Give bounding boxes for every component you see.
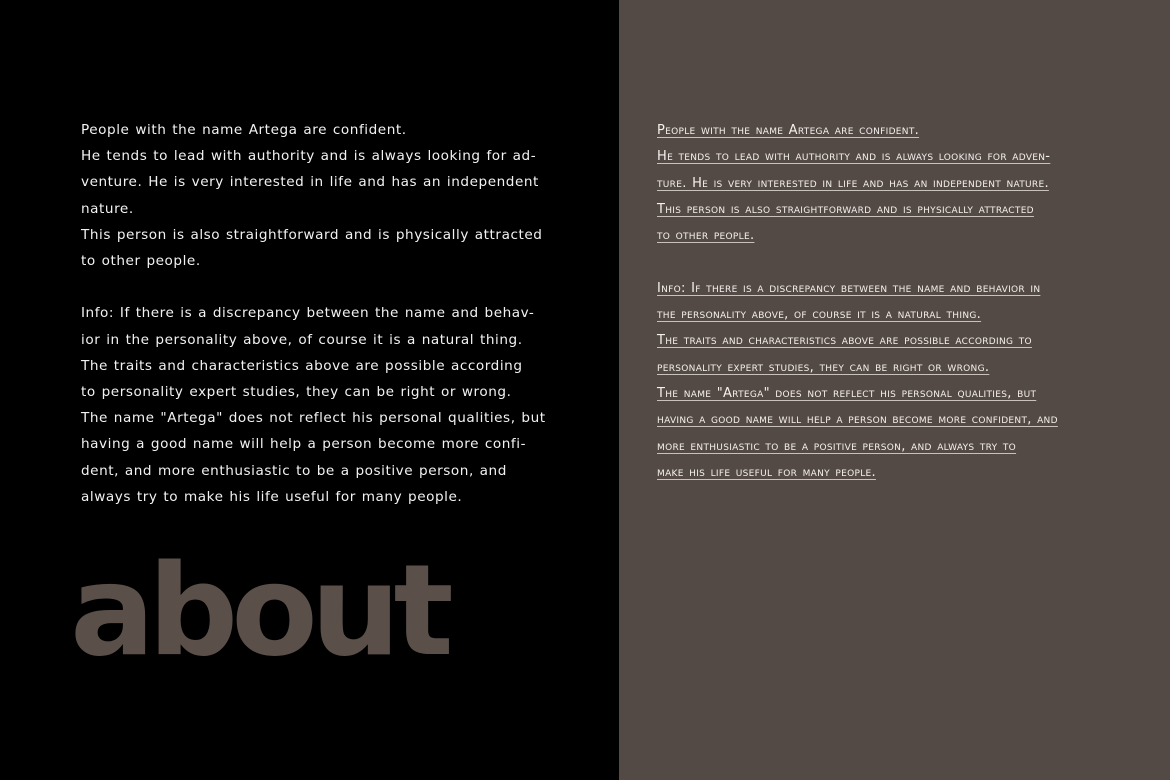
underlined-line: to other people. bbox=[657, 228, 755, 244]
left-p1-line: venture. He is very interested in life and has an independent bbox=[81, 174, 539, 191]
underlined-line: Info: If there is a discrepancy between the name and behavior in bbox=[657, 280, 1041, 296]
underlined-line: having a good name will help a person become more confident, and bbox=[657, 412, 1058, 428]
underlined-line: The traits and characteristics above are possible according to bbox=[657, 333, 1032, 349]
underlined-line: The name "Artega" does not reflect his personal qualities, but bbox=[657, 385, 1037, 401]
right-p2-line bbox=[657, 434, 1157, 460]
underlined-line: personality expert studies, they can be right or wrong. bbox=[657, 359, 990, 375]
right-panel bbox=[619, 0, 1170, 780]
left-p1-line: This person is also straightforward and is physically attracted bbox=[81, 226, 543, 243]
underlined-line: make his life useful for many people. bbox=[657, 464, 876, 480]
right-p2-line bbox=[657, 302, 1157, 328]
underlined-line: ture. He is very interested in life and has an independent nature. bbox=[657, 175, 1049, 191]
right-p2-line bbox=[657, 276, 1157, 302]
left-body-text bbox=[81, 117, 581, 510]
right-p1-line bbox=[657, 144, 1157, 170]
left-p2-line: to personality expert studies, they can be right or wrong. bbox=[81, 384, 512, 401]
underlined-line: This person is also straightforward and is physically attracted bbox=[657, 201, 1034, 217]
underlined-line: He tends to lead with authority and is always looking for adven- bbox=[657, 149, 1051, 165]
right-p2-line bbox=[657, 460, 1157, 486]
left-p1-line: nature. bbox=[81, 200, 134, 217]
left-p2-line: always try to make his life useful for many people. bbox=[81, 488, 463, 505]
right-p2-line bbox=[657, 407, 1157, 433]
left-p2-line: ior in the personality above, of course it is a natural thing. bbox=[81, 331, 523, 348]
underlined-line: the personality above, of course it is a natural thing. bbox=[657, 307, 982, 323]
left-p2-line: Info: If there is a discrepancy between the name and behav- bbox=[81, 305, 535, 322]
right-p2-line bbox=[657, 328, 1157, 354]
left-p1-line: He tends to lead with authority and is always looking for ad- bbox=[81, 148, 537, 165]
left-p2-line: dent, and more enthusiastic to be a positive person, and bbox=[81, 462, 507, 479]
left-p1-line: People with the name Artega are confident. bbox=[81, 122, 407, 138]
right-p1-line bbox=[657, 223, 1157, 249]
underlined-line: People with the name Artega are confident. bbox=[657, 123, 920, 138]
right-p1-line bbox=[657, 118, 1157, 144]
right-p1-line bbox=[657, 197, 1157, 223]
paragraph-gap bbox=[657, 249, 1157, 275]
left-p2-line: The traits and characteristics above are possible according bbox=[81, 357, 523, 374]
left-p2-line: having a good name will help a person become more confi- bbox=[81, 436, 527, 453]
left-p2-line: The name "Artega" does not reflect his personal qualities, but bbox=[81, 410, 546, 427]
about-heading: about bbox=[70, 537, 447, 684]
right-body-text bbox=[657, 118, 1157, 486]
right-p2-line bbox=[657, 381, 1157, 407]
paragraph-gap bbox=[81, 274, 581, 300]
left-p1-line: to other people. bbox=[81, 253, 201, 270]
right-p2-line bbox=[657, 355, 1157, 381]
right-p1-line bbox=[657, 171, 1157, 197]
underlined-line: more enthusiastic to be a positive person, and always try to bbox=[657, 438, 1017, 454]
